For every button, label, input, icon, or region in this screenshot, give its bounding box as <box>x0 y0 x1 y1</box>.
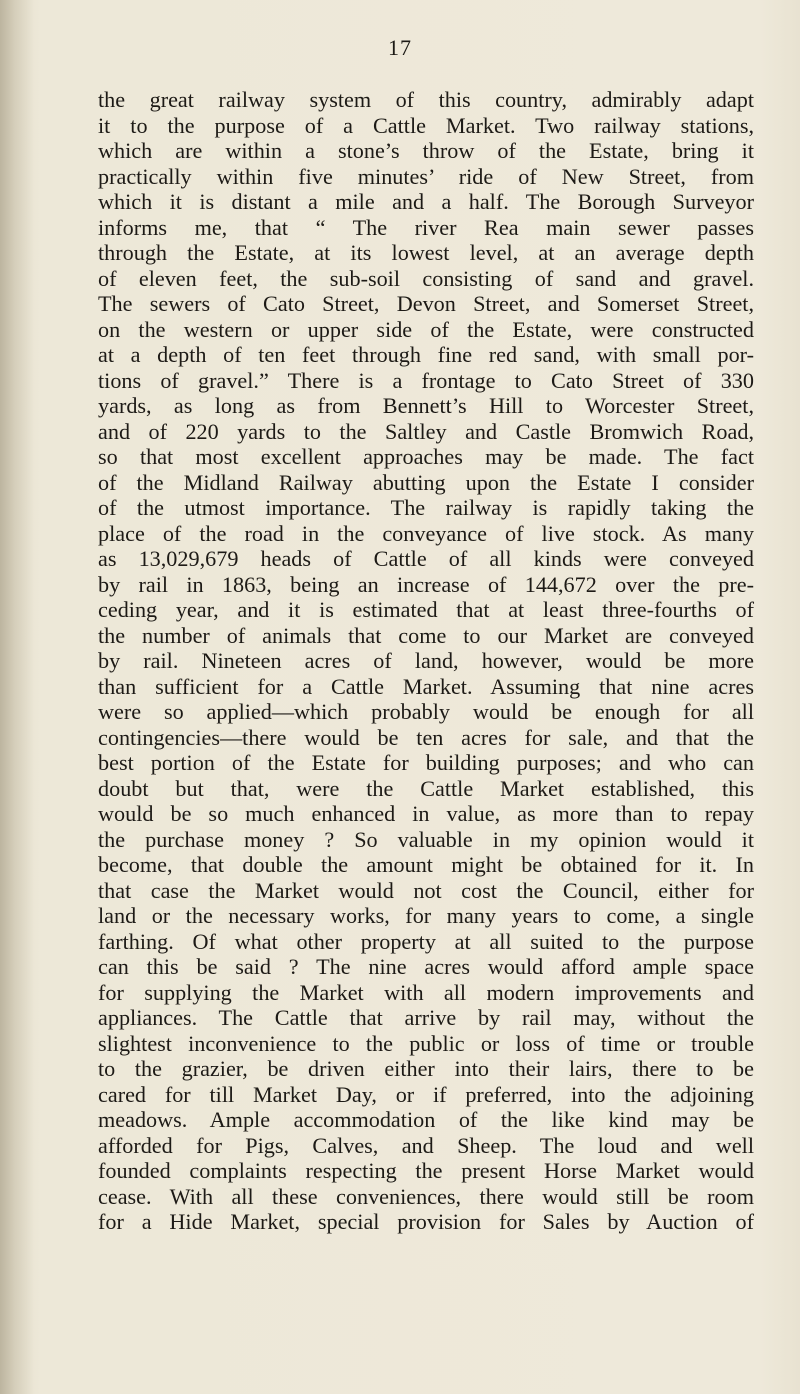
text-line: would be so much enhanced in value, as more than to repay <box>98 801 754 826</box>
binding-shadow <box>0 0 34 1394</box>
text-line: place of the road in the conveyance of live stock. As many <box>98 520 754 546</box>
text-line: practically within five minutes’ ride of New Street, from <box>98 163 754 189</box>
text-line: the great railway system of this country, admirably adapt <box>98 87 754 112</box>
text-line: which it is distant a mile and a half. The Borough Surveyor <box>98 189 754 214</box>
text-line: ceding year, and it is estimated that at least three-fourths of <box>98 597 754 622</box>
text-line: by rail in 1863, being an increase of 144,672 over the pre- <box>98 571 754 597</box>
text-line: than sufficient for a Cattle Market. Assuming that nine acres <box>98 673 754 699</box>
text-line: become, that double the amount might be obtained for it. In <box>98 852 754 877</box>
page-number: 17 <box>388 35 412 60</box>
text-line: of eleven feet, the sub-soil consisting of sand and gravel. <box>98 265 754 291</box>
text-line: which are within a stone’s throw of the Estate, bring it <box>98 138 754 163</box>
text-line: to the grazier, be driven either into their lairs, there to be <box>98 1056 754 1081</box>
text-line: on the western or upper side of the Estate, were constructed <box>98 316 754 342</box>
text-line: informs me, that “ The river Rea main sewer passes <box>98 214 754 240</box>
text-line: of the Midland Railway abutting upon the Estate I consider <box>98 469 754 495</box>
body-text <box>98 87 754 1235</box>
text-line: it to the purpose of a Cattle Market. Two railway stations, <box>98 112 754 138</box>
text-line: The sewers of Cato Street, Devon Street, and Somerset Street, <box>98 291 754 316</box>
text-line: farthing. Of what other property at all suited to the purpose <box>98 928 754 954</box>
text-line: for a Hide Market, special provision for Sales by Auction of <box>98 1209 754 1234</box>
text-line: as 13,029,679 heads of Cattle of all kinds were conveyed <box>98 546 754 571</box>
text-line: yards, as long as from Bennett’s Hill to Worcester Street, <box>98 393 754 418</box>
text-line: that case the Market would not cost the Council, either for <box>98 877 754 903</box>
text-line: afforded for Pigs, Calves, and Sheep. The loud and well <box>98 1132 754 1158</box>
text-line: the number of animals that come to our Market are conveyed <box>98 622 754 648</box>
text-line: tions of gravel.” There is a frontage to Cato Street of 330 <box>98 367 754 393</box>
text-line: through the Estate, at its lowest level, at an average depth <box>98 240 754 265</box>
text-line: and of 220 yards to the Saltley and Castle Bromwich Road, <box>98 418 754 444</box>
text-line: the purchase money ? So valuable in my opinion would it <box>98 826 754 852</box>
text-line: contingencies—there would be ten acres for sale, and that the <box>98 724 754 750</box>
text-line: founded complaints respecting the present Horse Market would <box>98 1158 754 1183</box>
text-line: cease. With all these conveniences, there would still be room <box>98 1183 754 1209</box>
text-line: slightest inconvenience to the public or loss of time or trouble <box>98 1030 754 1056</box>
text-line: for supplying the Market with all modern improvements and <box>98 979 754 1005</box>
text-line: best portion of the Estate for building purposes; and who can <box>98 750 754 775</box>
text-line: can this be said ? The nine acres would afford ample space <box>98 954 754 979</box>
text-line: so that most excellent approaches may be made. The fact <box>98 444 754 469</box>
text-line: land or the necessary works, for many years to come, a single <box>98 903 754 928</box>
text-line: at a depth of ten feet through fine red sand, with small por- <box>98 342 754 367</box>
text-line: of the utmost importance. The railway is rapidly taking the <box>98 495 754 520</box>
text-line: cared for till Market Day, or if preferred, into the adjoining <box>98 1081 754 1107</box>
text-line: doubt but that, were the Cattle Market established, this <box>98 775 754 801</box>
text-line: appliances. The Cattle that arrive by rail may, without the <box>98 1005 754 1030</box>
text-line: were so applied—which probably would be enough for all <box>98 699 754 724</box>
text-line: meadows. Ample accommodation of the like kind may be <box>98 1107 754 1132</box>
text-line: by rail. Nineteen acres of land, however, would be more <box>98 648 754 673</box>
